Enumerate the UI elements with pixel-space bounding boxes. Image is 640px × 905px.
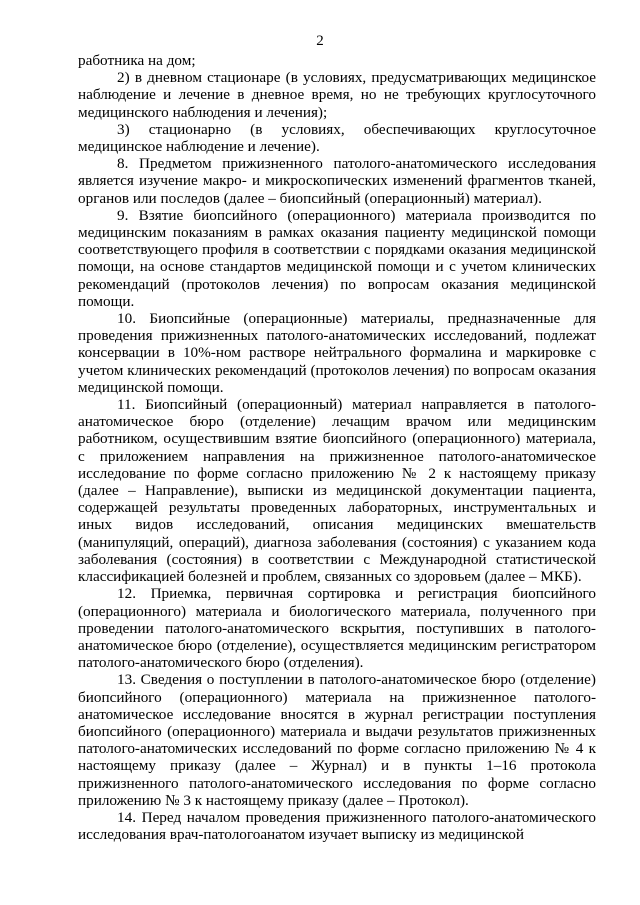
paragraph-14: 14. Перед началом проведения прижизненного патолого-анатомического исследования врач-патологоанатом изучает выписку из медицинской	[78, 808, 596, 844]
paragraph-10: 10. Биопсийные (операционные) материалы, предназначенные для проведения прижизненных патолого-анатомических исследований, подлежат консервации в 10%-ном растворе нейтрального формалина и маркировке с учетом клинических рекомендаций (протоколов лечения) по вопросам оказания медицинской помощи.	[78, 310, 596, 396]
paragraph-8: 8. Предметом прижизненного патолого-анатомического исследования является изучение макро- и микроскопических изменений фрагментов тканей, органов или последов (далее – биопсийный (операционный) материал).	[78, 155, 596, 207]
paragraph-12: 12. Приемка, первичная сортировка и регистрация биопсийного (операционного) материала и биологического материала, полученного при проведении патолого-анатомического вскрытия, поступивших в патолого-анатомическое бюро (отделение), осуществляется медицинским регистратором патолого-анатомического бюро (отделения).	[78, 585, 596, 672]
page-number: 2	[316, 33, 324, 49]
paragraph-9: 9. Взятие биопсийного (операционного) материала производится по медицинским показаниям в рамках оказания пациенту медицинской помощи соответствующего профиля в соответствии с порядками оказания медицинской помощи, на основе стандартов медицинской помощи и с учетом клинических рекомендаций (протоколов лечения) по вопросам оказания медицинской помощи.	[78, 206, 596, 310]
paragraph-13: 13. Сведения о поступлении в патолого-анатомическое бюро (отделение) биопсийного (операционного) материала на прижизненное патолого-анатомическое исследование вносятся в журнал регистрации поступления биопсийного (операционного) материала и выдачи результатов прижизненных патолого-анатомических исследований по форме согласно приложению № 4 к настоящему приказу (далее – Журнал) и в пункты 1–16 протокола прижизненного патолого-анатомического исследования по форме согласно приложению № 3 к настоящему приказу (далее – Протокол).	[78, 671, 596, 809]
paragraph-continuation: работника на дом;	[78, 52, 196, 69]
paragraph-11: 11. Биопсийный (операционный) материал направляется в патолого-анатомическое бюро (отделение) лечащим врачом или медицинским работником, осуществившим взятие биопсийного (операционного) материала, с приложением направления на прижизненное патолого-анатомическое исследование по форме согласно приложению № 2 к настоящему приказу (далее – Направление), выписки из медицинской документации пациента, содержащей результаты проведенных лабораторных, инструментальных и иных видов исследований, описания медицинских вмешательств (манипуляций, операций), диагноза заболевания (состояния) с указанием кода заболевания (состояния) в соответствии с Международной статистической классификацией болезней и проблем, связанных со здоровьем (далее – МКБ).	[78, 396, 596, 586]
paragraph-item-3: 3) стационарно (в условиях, обеспечивающих круглосуточное медицинское наблюдение и лечение).	[78, 120, 596, 156]
paragraph-item-2: 2) в дневном стационаре (в условиях, предусматривающих медицинское наблюдение и лечение в дневное время, но не требующих круглосуточного медицинского наблюдения и лечения);	[78, 69, 596, 121]
document-body	[78, 52, 596, 843]
